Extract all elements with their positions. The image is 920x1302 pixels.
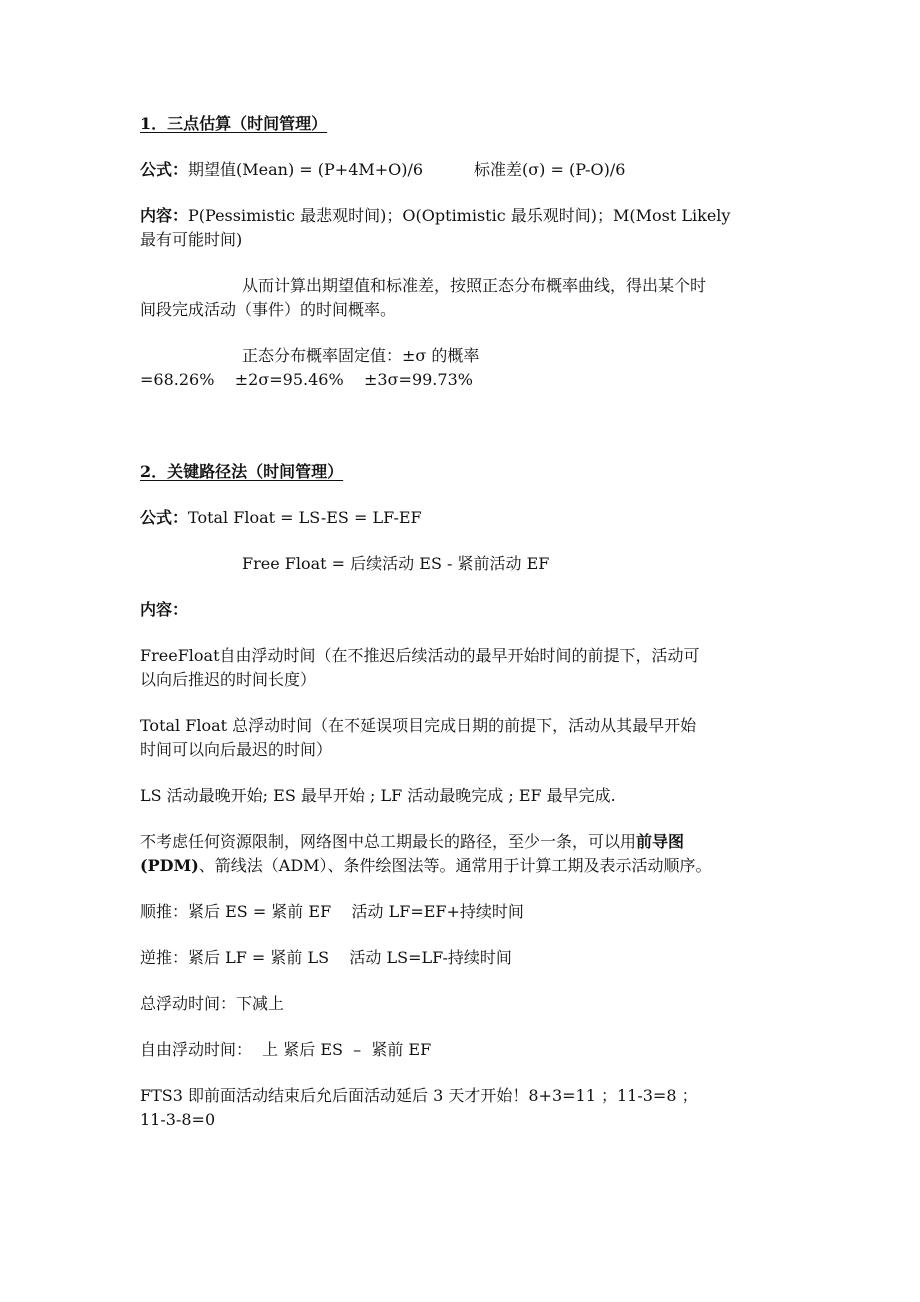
free-float-def-line2: 以向后推迟的时间长度）: [140, 670, 317, 689]
section2-content-label: 内容：: [140, 600, 189, 619]
fts-example-line2: 11-3-8=0: [140, 1110, 216, 1129]
section1-formula-line: [140, 158, 423, 182]
section1-para-line2: 间段完成活动（事件）的时间概率。: [140, 300, 397, 319]
section1-para-line1: 从而计算出期望值和标准差，按照正态分布概率曲线，得出某个时: [242, 276, 707, 295]
cpm-def-text: 不考虑任何资源限制，网络图中总工期最长的路径，至少一条，可以用: [140, 832, 637, 851]
probability-line2: =68.26% ±2σ=95.46% ±3σ=99.73%: [140, 370, 473, 389]
formula-label: 公式：: [140, 508, 189, 527]
section2-formula-line: [140, 506, 422, 530]
formula-total-float: Total Float = LS-ES = LF-EF: [188, 508, 422, 527]
content-text: P(Pessimistic 最悲观时间)；O(Optimistic 最乐观时间)；M(Most Likely: [188, 206, 731, 225]
forward-pass-line: 顺推：紧后 ES = 紧前 EF 活动 LF=EF+持续时间: [140, 902, 524, 921]
section1-content-line1: [140, 204, 730, 228]
section1-content-line2: 最有可能时间): [140, 230, 243, 249]
formula-sigma: 标准差(σ) = (P-O)/6: [474, 160, 626, 179]
formula-label: 公式：: [140, 160, 189, 179]
cpm-def-line1: [140, 830, 684, 854]
formula-mean: 期望值(Mean) = (P+4M+O)/6: [188, 160, 424, 179]
fts-example-line1: FTS3 即前面活动结束后允后面活动延后 3 天才开始！8+3=11 ；11-3=8 ；: [140, 1086, 698, 1105]
content-label: 内容：: [140, 206, 189, 225]
formula-free-float: Free Float = 后续活动 ES - 紧前活动 EF: [242, 554, 550, 573]
section2-title: 2．关键路径法（时间管理）: [140, 462, 344, 481]
total-float-def-line2: 时间可以向后最迟的时间）: [140, 740, 333, 759]
probability-line1: 正态分布概率固定值：±σ 的概率: [242, 346, 480, 365]
abbreviations-line: LS 活动最晚开始; ES 最早开始 ; LF 活动最晚完成 ; EF 最早完成.: [140, 786, 616, 805]
free-float-def-line1: FreeFloat自由浮动时间（在不推迟后续活动的最早开始时间的前提下，活动可: [140, 646, 700, 665]
cpm-def-line2: [140, 854, 712, 878]
total-float-rule: 总浮动时间：下减上: [140, 994, 285, 1013]
section1-title: 1．三点估算（时间管理）: [140, 114, 328, 133]
backward-pass-line: 逆推：紧后 LF = 紧前 LS 活动 LS=LF-持续时间: [140, 948, 512, 967]
cpm-def-text-cont: 、箭线法（ADM）、条件绘图法等。通常用于计算工期及表示活动顺序。: [198, 856, 712, 875]
free-float-rule: 自由浮动时间： 上 紧后 ES – 紧前 EF: [140, 1040, 432, 1059]
pdm-term: 前导图: [636, 832, 685, 851]
total-float-def-line1: Total Float 总浮动时间（在不延误项目完成日期的前提下，活动从其最早开始: [140, 716, 697, 735]
pdm-abbrev: (PDM): [140, 856, 199, 875]
